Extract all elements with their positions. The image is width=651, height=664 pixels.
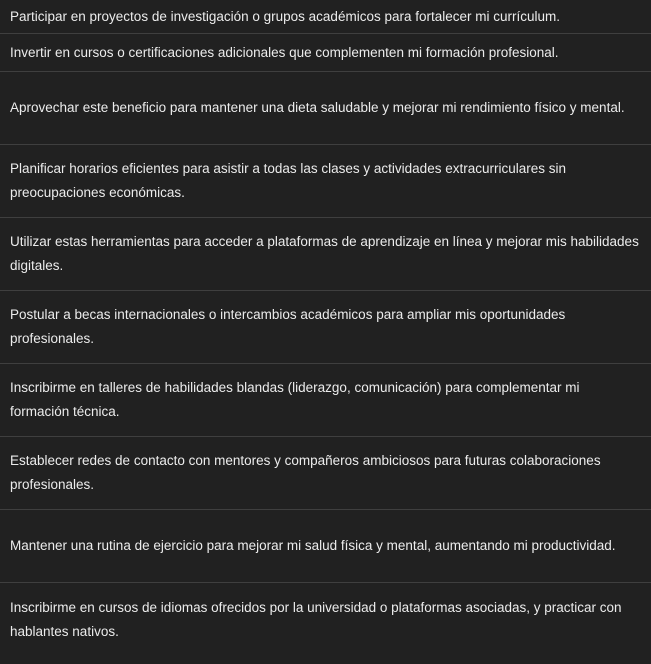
- table-row: [0, 291, 651, 364]
- table-cell: Aprovechar este beneficio para mantener una dieta saludable y mejorar mi rendimiento físico y mental.: [10, 100, 625, 115]
- table-cell: Invertir en cursos o certificaciones adicionales que complementen mi formación profesional.: [10, 44, 559, 60]
- table-cell: Mantener una rutina de ejercicio para mejorar mi salud física y mental, aumentando mi productividad.: [10, 538, 616, 553]
- table-row: [0, 0, 651, 34]
- table-cell: Planificar horarios eficientes para asistir a todas las clases y actividades extracurriculares sin preocupaciones económicas.: [10, 161, 566, 200]
- table-row: [0, 510, 651, 583]
- table-cell: Utilizar estas herramientas para acceder a plataformas de aprendizaje en línea y mejorar mis habilidades digitales.: [10, 234, 639, 273]
- table-row: [0, 437, 651, 510]
- table-row: [0, 218, 651, 291]
- table-row: [0, 72, 651, 145]
- table-row: [0, 364, 651, 437]
- table-row: [0, 583, 651, 657]
- table-row: [0, 34, 651, 72]
- table-cell: Postular a becas internacionales o intercambios académicos para ampliar mis oportunidades profesionales.: [10, 307, 566, 346]
- table-row: [0, 145, 651, 218]
- table-cell: Inscribirme en talleres de habilidades blandas (liderazgo, comunicación) para complementar mi formación técnica.: [10, 380, 580, 419]
- table-cell: Inscribirme en cursos de idiomas ofrecidos por la universidad o plataformas asociadas, y practicar con hablantes nativos.: [10, 600, 622, 639]
- table-cell: Participar en proyectos de investigación o grupos académicos para fortalecer mi currículum.: [10, 8, 561, 24]
- table-cell: Establecer redes de contacto con mentores y compañeros ambiciosos para futuras colaboraciones profesionales.: [10, 453, 601, 492]
